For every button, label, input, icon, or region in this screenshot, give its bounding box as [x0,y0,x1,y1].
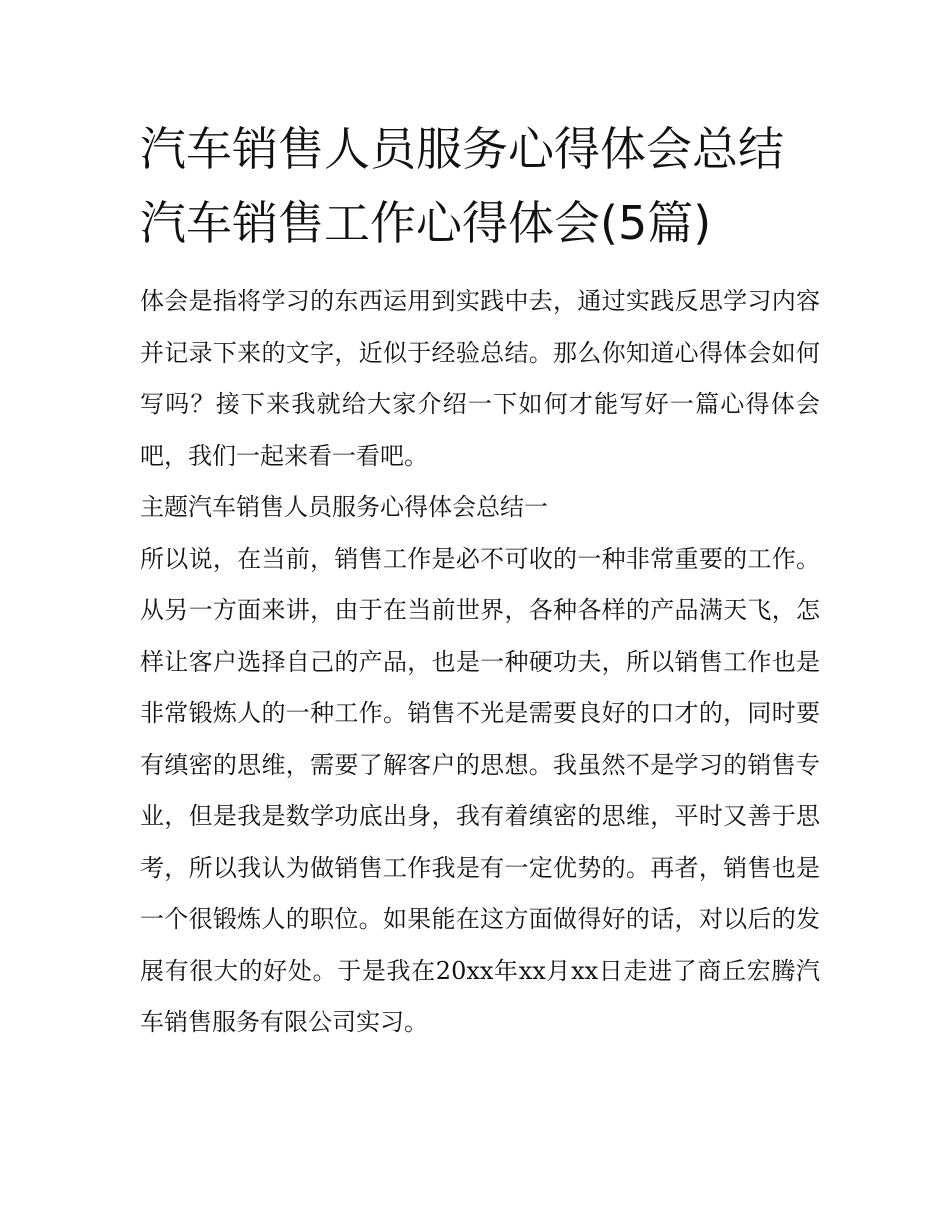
intro-paragraph: 体会是指将学习的东西运用到实践中去，通过实践反思学习内容并记录下来的文字，近似于经验总结。那么你知道心得体会如何写吗？接下来我就给大家介绍一下如何才能写好一篇心得体会吧，我们一起来看一看吧。 [140,287,820,470]
document-title: 汽车销售人员服务心得体会总结 汽车销售工作心得体会(5篇) [140,122,784,250]
document-page [140,112,820,1049]
body-paragraph: 所以说，在当前，销售工作是必不可收的一种非常重要的工作。从另一方面来讲，由于在当前世界，各种各样的产品满天飞，怎样让客户选择自己的产品，也是一种硬功夫，所以销售工作也是非常锻炼人的一种工作。销售不光是需要良好的口才的，同时要有缜密的思维，需要了解客户的思想。我虽然不是学习的销售专业，但是我是数学功底出身，我有着缜密的思维，平时又善于思考，所以我认为做销售工作我是有一定优势的。再者，销售也是一个很锻炼人的职位。如果能在这方面做得好的话，对以后的发展有很大的好处。于是我在20xx年xx月xx日走进了商丘宏腾汽车销售服务有限公司实习。 [140,544,820,1036]
section-heading: 主题汽车销售人员服务心得体会总结一 [140,493,548,521]
